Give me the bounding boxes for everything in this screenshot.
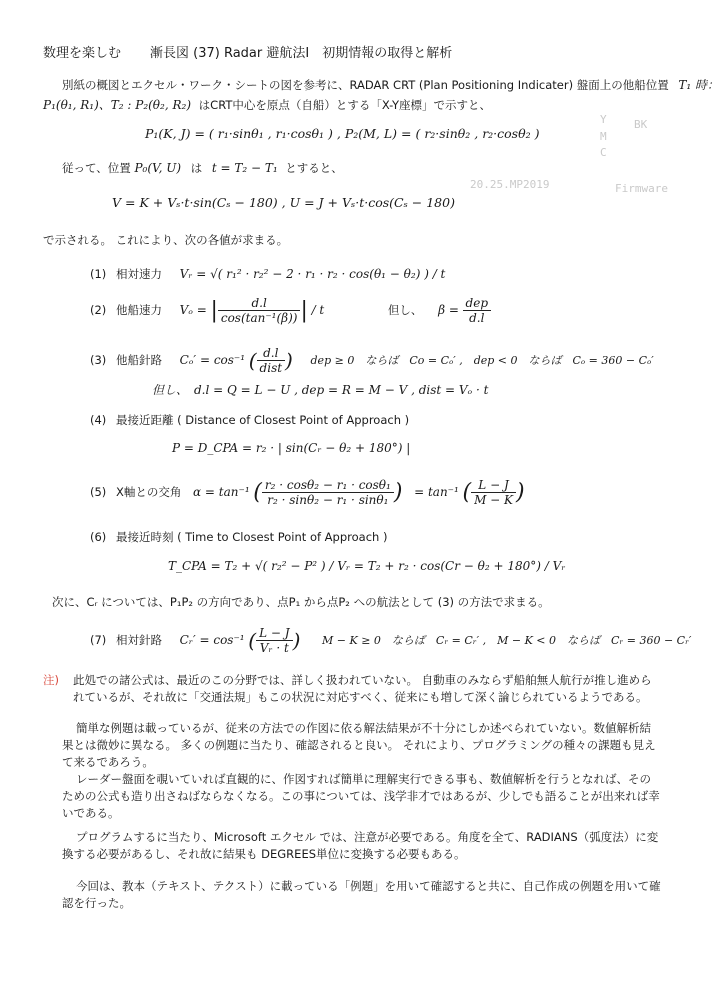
note-paragraph-5: 今回は、教本（テキスト、テクスト）に載っている「例題」を用いて確認すると共に、自己作成の例題を用いて確認を行った。: [62, 879, 661, 910]
item-2: (2) 他船速力 Vₒ = | $\frac{d.l}{\text{cos(tan⁻¹(β))}}$ | / t 但し、 β = $\frac{\text{dep}}{d.l}$: [90, 296, 491, 325]
item-7: (7) 相対針路 Cᵣ′ = cos⁻¹ ( $\frac{L - J}{\text{Vᵣ · t}}$ ) M − K ≥ 0 ならば Cᵣ = Cᵣ′ , M − K < 0 ならば Cᵣ = 360 − Cᵣ′: [90, 626, 692, 655]
item-3: (3) 他船針路 Cₒ′ = cos⁻¹ ( $\frac{d.l}{\text{dist}}$ ) dep ≥ 0 ならば Co = Cₒ′ , dep < 0 ならば Cₒ = 360 − Cₒ′: [90, 346, 654, 375]
note-paragraph-4: プログラムするに当たり、Microsoft エクセル では、注意が必要である。角度を全て、RADIANS（弧度法）に変換する必要があるし、それ故に結果も DEGREES単位に変換する必要もある。: [62, 830, 659, 861]
intro-line-1: 別紙の概図とエクセル・ワーク・シートの図を参考に、RADAR CRT (Plan Positioning Indicater) 盤面上の他船位置 T₁ 時：: [62, 78, 719, 92]
note-paragraph-1: 此処での諸公式は、最近のこの分野では、詳しく扱われていない。 自動車のみならず船舶無人航行が推し進められているが、それ故に「交通法規」もこの状況に対応すべく、従来にも増して深く論じられているようである。: [73, 673, 652, 704]
intro-line-3: 従って、位置 P₀(V, U) は t = T₂ − T₁ とすると、: [62, 161, 343, 175]
item-3-note: 但し、 d.l = Q = L − U , dep = R = M − V , dist = Vₒ · t: [152, 383, 489, 397]
item-1: (1) 相対速力 Vᵣ = √( r₁² · r₂² − 2 · r₁ · r₂ · cos(θ₁ − θ₂) ) / t: [90, 267, 446, 281]
note-paragraph-2: 簡単な例題は載っているが、従来の方法での作図に依る解法結果が不十分にしか述べられていない。数値解析結果とは微妙に異なる。 多くの例題に当たり、確認されると良い。 それにより、プログラミングの種々の課題も見えて来るであろう。: [62, 721, 656, 769]
page-title: 漸長図 (37) Radar 避航法Ⅰ 初期情報の取得と解析: [150, 46, 453, 61]
series-title: 数理を楽しむ: [43, 46, 122, 61]
equation-p0: V = K + Vₛ·t·sin(Cₛ − 180) , U = J + Vₛ·t·cos(Cₛ − 180): [112, 195, 455, 210]
note-mark: 注): [43, 673, 59, 687]
intro-line-2: P₁(θ₁, R₁)、T₂ : P₂(θ₂, R₂) はCRT中心を原点（自船）とする「X-Y座標」で示すと、: [43, 98, 491, 112]
bleed-bk: BK: [634, 118, 648, 131]
item-6-formula: T_CPA = T₂ + √( r₂² − P² ) / Vᵣ = T₂ + r₂ · cos(Cr − θ₂ + 180°) / Vᵣ: [168, 559, 566, 573]
item-4-formula: P = D_CPA = r₂ · | sin(Cᵣ − θ₂ + 180°) |: [172, 441, 411, 455]
equation-positions: P₁(K, J) = ( r₁·sinθ₁ , r₁·cosθ₁ ) , P₂(M, L) = ( r₂·sinθ₂ , r₂·cosθ₂ ): [145, 126, 540, 141]
item-4: (4) 最接近距離 ( Distance of Closest Point of Approach ): [90, 413, 410, 427]
intro-line-4: で示される。 これにより、次の各値が求まる。: [43, 233, 289, 247]
bleed-m: M: [600, 130, 607, 143]
bleed-firmware: Firmware: [615, 182, 668, 195]
cr-line: 次に、Cᵣ については、P₁P₂ の方向であり、点P₁ から点P₂ への航法として (3) の方法で求まる。: [52, 595, 550, 609]
note-paragraph-3: レーダー盤面を覗いていれば直観的に、作図すれば簡単に理解実行できる事も、数値解析を行うとなれば、そのための公式も造り出さねばならなくなる。この事については、浅学非才ではあるが、少しでも語ることが出来れば幸いである。: [62, 772, 660, 820]
item-5: (5) X軸との交角 α = tan⁻¹ ( $\frac{\text{r₂ · cosθ₂ − r₁ · cosθ₁}}{\text{r₂ · sinθ₂ − r₁ · sinθ₁}}$ ) = tan⁻¹ ( $\frac{L - J}{M - K}$ ): [90, 478, 525, 507]
bleed-date: 20.25.MP2019: [470, 178, 550, 191]
item-6: (6) 最接近時刻 ( Time to Closest Point of Approach ): [90, 530, 388, 544]
bleed-c: C: [600, 146, 607, 159]
bleed-y: Y: [600, 113, 607, 126]
